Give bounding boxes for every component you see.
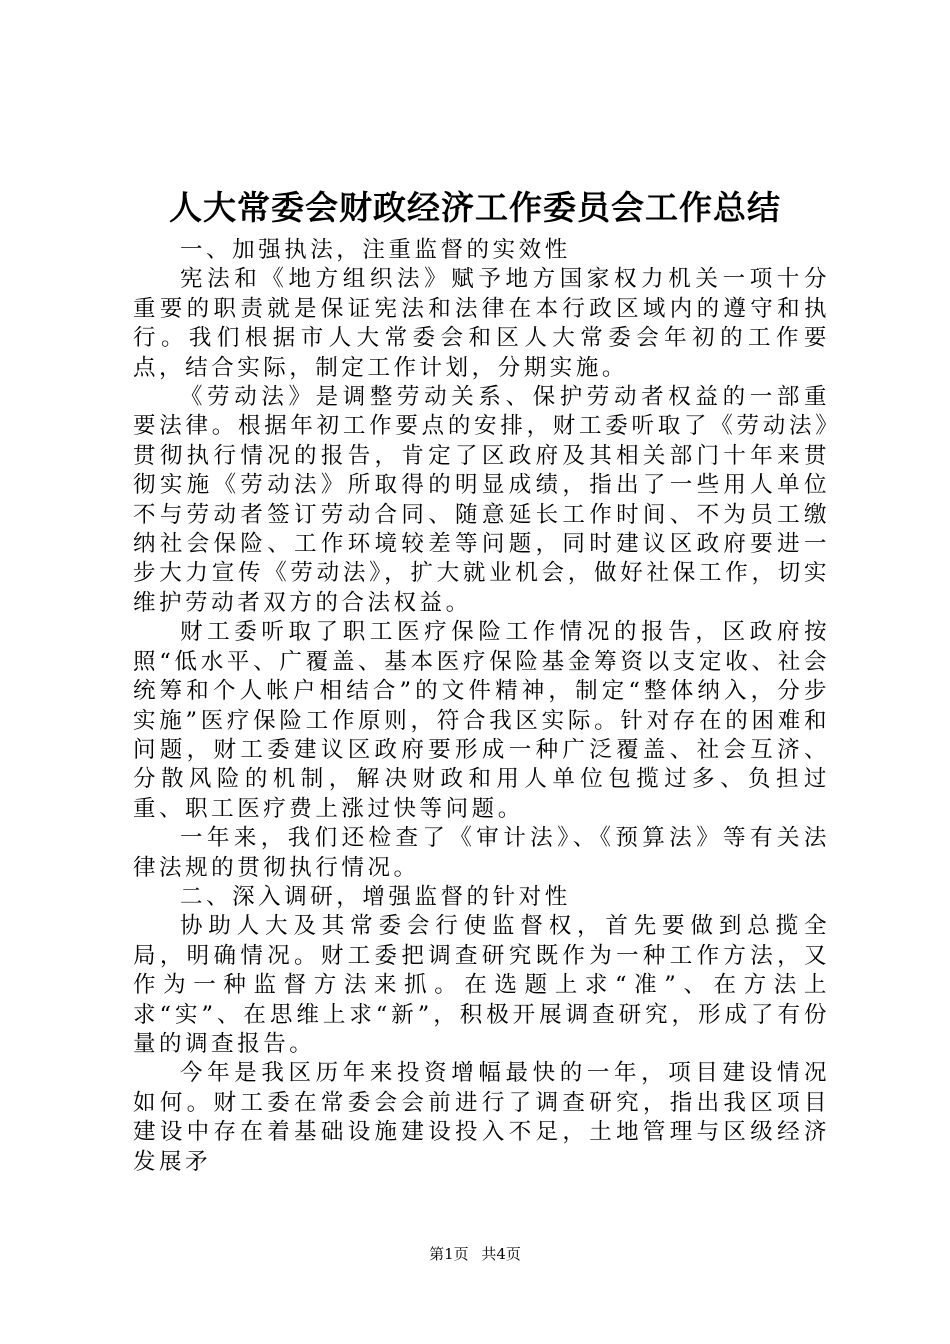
page-number: 第1页 [429,1245,469,1263]
paragraph: 今年是我区历年来投资增幅最快的一年，项目建设情况如何。财工委在常委会会前进行了调查研究，指出我区项目建设中存在着基础设施建设投入不足，土地管理与区级经济发展矛 [133,1060,830,1175]
paragraph: 财工委听取了职工医疗保险工作情况的报告，区政府按照“低水平、广覆盖、基本医疗保险基金筹资以支定收、社会统筹和个人帐户相结合”的文件精神，制定“整体纳入，分步实施”医疗保险工作原则，符合我区实际。针对存在的困难和问题，财工委建议区政府要形成一种广泛覆盖、社会互济、分散风险的机制，解决财政和用人单位包揽过多、负担过重、职工医疗费上涨过快等问题。 [133,619,830,822]
page-footer [0,1244,950,1264]
section-heading-2: 二、深入调研，增强监督的针对性 [180,883,571,910]
document-body [133,236,830,1177]
section-heading-1: 一、加强执法，注重监督的实效性 [180,237,571,263]
page-total: 共4页 [481,1245,521,1263]
paragraph: 协助人大及其常委会行使监督权，首先要做到总揽全局，明确情况。财工委把调查研究既作为一种工作方法，又作为一种监督方法来抓。在选题上求“准”、在方法上求“实”、在思维上求“新”，积极开展调查研究，形成了有份量的调查报告。 [133,913,830,1057]
document-title: 人大常委会财政经济工作委员会工作总结 [169,188,781,227]
paragraph: 宪法和《地方组织法》赋予地方国家权力机关一项十分重要的职责就是保证宪法和法律在本行政区域内的遵守和执行。我们根据市人大常委会和区人大常委会年初的工作要点，结合实际，制定工作计划，分期实施。 [133,266,830,381]
paragraph: 一年来，我们还检查了《审计法》、《预算法》等有关法律法规的贯彻执行情况。 [133,825,830,881]
paragraph: 《劳动法》是调整劳动关系、保护劳动者权益的一部重要法律。根据年初工作要点的安排，财工委听取了《劳动法》贯彻执行情况的报告，肯定了区政府及其相关部门十年来贯彻实施《劳动法》所取得的明显成绩，指出了一些用人单位不与劳动者签订劳动合同、随意延长工作时间、不为员工缴纳社会保险、工作环境较差等问题，同时建议区政府要进一步大力宣传《劳动法》，扩大就业机会，做好社保工作，切实维护劳动者双方的合法权益。 [133,384,830,616]
